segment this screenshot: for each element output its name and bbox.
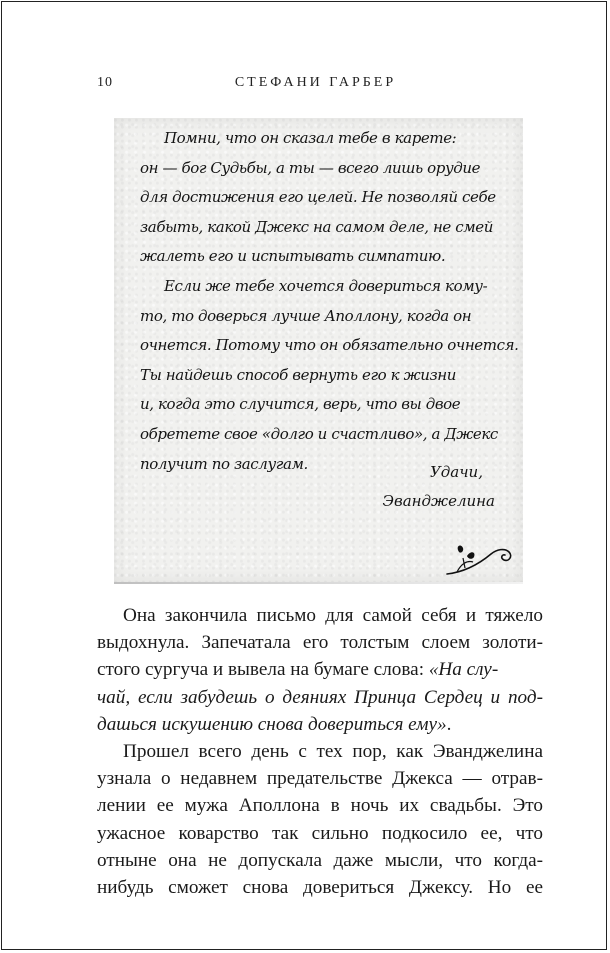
letter-line: жалеть его и испытывать симпатию. <box>140 247 446 266</box>
vine-flourish-icon <box>445 542 515 576</box>
letter-line: очнется. Потому что он обязательно очнется. <box>140 336 519 355</box>
letter-line: обретете свое «долго и счастливо», а Джекс <box>140 424 498 443</box>
image-shadow-edge <box>114 582 523 584</box>
text-fragment: стого сургуча и вывела на бумаге слова: <box>97 659 429 681</box>
quote-fragment: «На слу- <box>428 659 499 681</box>
text-line: Она закончила письмо для самой себя и тяжело <box>123 605 543 626</box>
letter-line: получит по заслугам. <box>140 454 308 473</box>
handwritten-letter-image <box>114 118 523 582</box>
text-line: узнала о недавнем предательстве Джекса — отрав- <box>97 768 543 790</box>
quote-fragment: дашься искушению снова довериться ему» <box>97 713 447 735</box>
running-title: СТЕФАНИ ГАРБЕР <box>234 75 397 90</box>
letter-line: для достижения его целей. Не позволяй себе <box>140 188 496 207</box>
text-line: Прошел всего день с тех пор, как Эванджелина <box>123 740 543 762</box>
text-line <box>97 684 543 711</box>
text-line: выдохнула. Запечатала его толстым слоем золоти- <box>97 632 543 654</box>
page-number: 10 <box>97 75 113 90</box>
letter-signature: Эванджелина <box>382 492 495 510</box>
text-line <box>97 711 543 738</box>
letter-line: и, когда это случится, верь, что вы двое <box>140 395 461 414</box>
letter-text <box>140 124 519 479</box>
letter-line: он — бог Судьбы, а ты — всего лишь орудие <box>140 158 481 177</box>
letter-line: забыть, какой Джекс на самом деле, не смей <box>140 217 494 236</box>
letter-closing: Удачи, <box>429 463 483 481</box>
text-line: лении ее мужа Аполлона в ночь их свадьбы. Это <box>97 795 543 817</box>
letter-line: то, то доверься лучше Аполлону, когда он <box>140 306 472 325</box>
letter-line: Ты найдешь способ вернуть его к жизни <box>140 365 457 384</box>
letter-line: Если же тебе хочется довериться кому- <box>164 276 488 295</box>
text-line: ужасное коварство так сильно подкосило ее, что <box>97 822 543 844</box>
quote-fragment: чай, если забудешь о деяниях Принца Сердец и под- <box>97 686 543 708</box>
letter-line: Помни, что он сказал тебе в карете: <box>164 129 457 147</box>
body-text <box>97 602 543 901</box>
text-fragment: . <box>446 713 452 735</box>
text-line: отныне она не допускала даже мысли, что когда- <box>97 849 543 871</box>
text-line: нибудь сможет снова довериться Джексу. Но ее <box>97 876 543 898</box>
book-page <box>1 1 607 950</box>
text-line <box>97 656 543 683</box>
